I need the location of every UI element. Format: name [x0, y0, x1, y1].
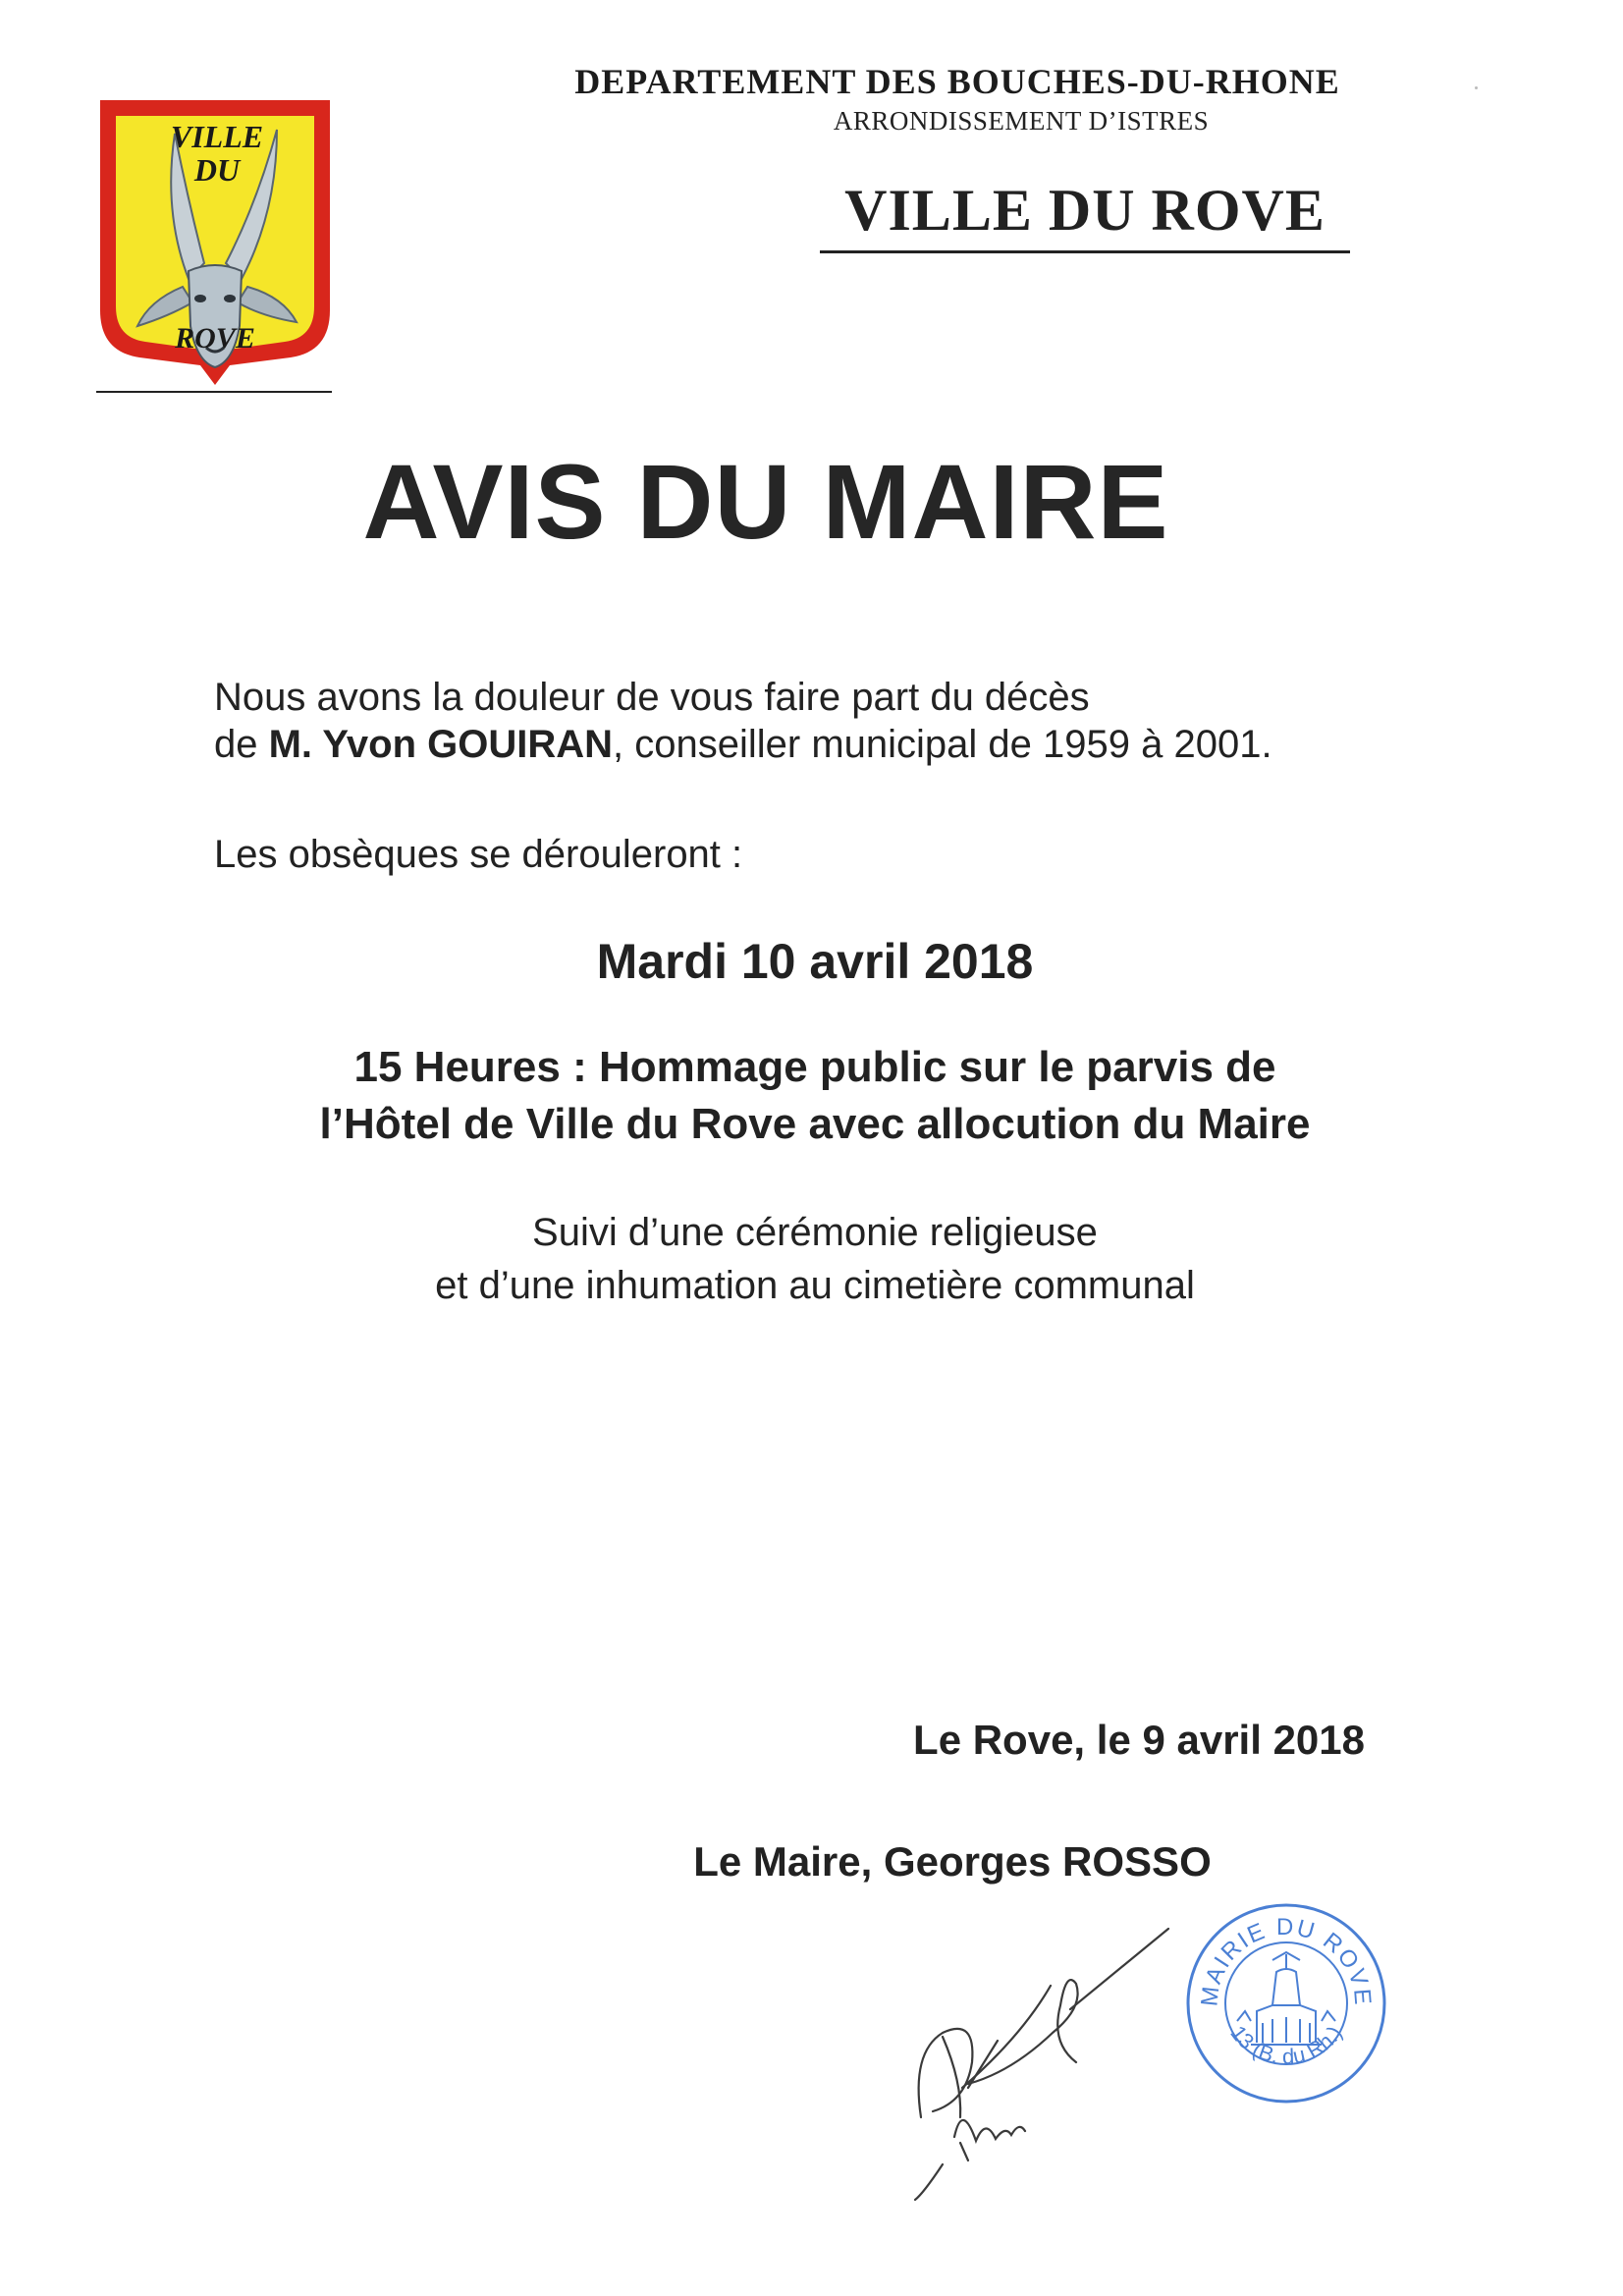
- tribute-line-2: l’Hôtel de Ville du Rove avec allocution du Maire: [319, 1100, 1311, 1148]
- mairie-stamp: [1178, 1895, 1394, 2111]
- mayor-name: Le Maire, Georges ROSSO: [693, 1838, 1212, 1885]
- funeral-date: Mardi 10 avril 2018: [596, 934, 1034, 989]
- ceremony-line-2: et d’une inhumation au cimetière communal: [435, 1264, 1195, 1307]
- notice-title: AVIS DU MAIRE: [362, 442, 1169, 561]
- scan-speck: [1475, 86, 1478, 89]
- crest-text-ville: VILLE: [170, 119, 264, 154]
- city-heading: VILLE DU ROVE: [820, 177, 1350, 253]
- ceremony-details: [0, 1206, 1623, 1312]
- tribute-details: [0, 1039, 1623, 1153]
- arrondissement-heading: ARRONDISSEMENT D’ISTRES: [833, 106, 1210, 136]
- crest-text-du: DU: [193, 152, 241, 188]
- deceased-name: M. Yvon GOUIRAN: [268, 723, 614, 766]
- funeral-intro: Les obsèques se dérouleront :: [214, 833, 743, 876]
- death-announcement: [214, 674, 1272, 768]
- announcement-prefix: de: [214, 723, 269, 766]
- stamp-text-top: MAIRIE DU ROVE: [1196, 1913, 1377, 2008]
- announcement-line-1: Nous avons la douleur de vous faire part du décès: [214, 676, 1090, 719]
- place-and-date: Le Rove, le 9 avril 2018: [913, 1717, 1365, 1763]
- crest-underline: [96, 391, 332, 393]
- ceremony-line-1: Suivi d’une cérémonie religieuse: [532, 1211, 1098, 1254]
- handwritten-signature-icon: [903, 1915, 1198, 2210]
- department-heading: DEPARTEMENT DES BOUCHES-DU-RHONE: [574, 62, 1340, 101]
- announcement-suffix: , conseiller municipal de 1959 à 2001.: [613, 723, 1272, 766]
- city-crest: [94, 94, 336, 389]
- announcement-line-2: [214, 721, 1272, 768]
- stamp-text-bottom: 13 (B. du Rh.): [1225, 2020, 1347, 2069]
- crest-text-rove: ROVE: [175, 322, 255, 355]
- tribute-line-1: 15 Heures : Hommage public sur le parvis de: [353, 1043, 1276, 1091]
